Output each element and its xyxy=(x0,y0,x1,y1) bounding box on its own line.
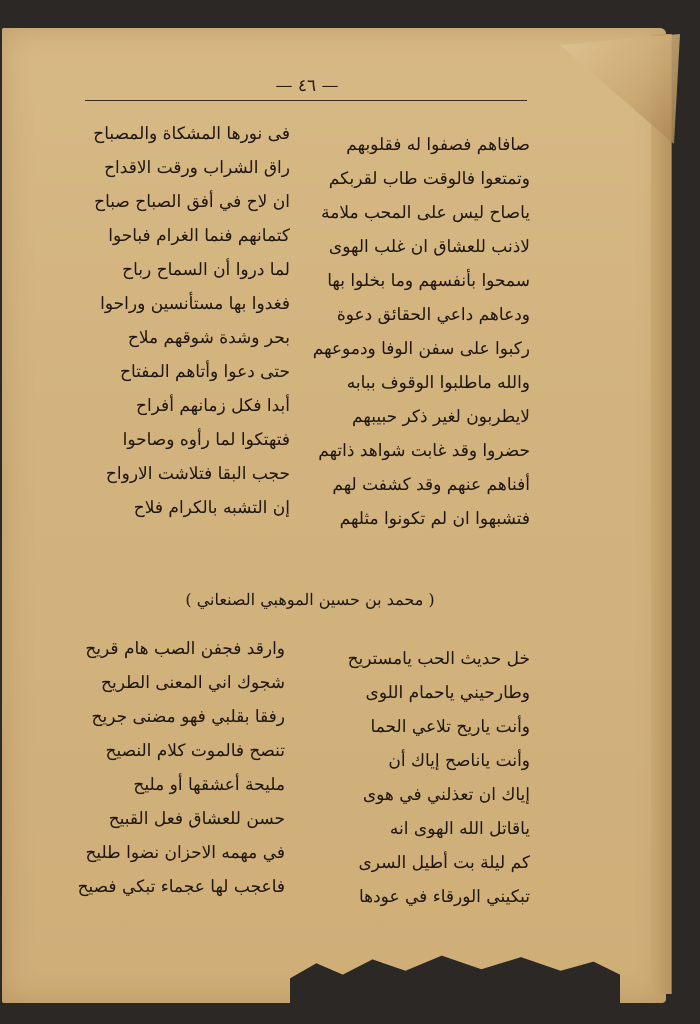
verse-line: في مهمه الاحزان نضوا طليح xyxy=(85,843,285,863)
verse-line: صافاهم فصفوا له فقلوبهم xyxy=(346,135,530,155)
top-right-column xyxy=(300,128,530,536)
header-rule xyxy=(85,100,527,101)
verse-line: ودعاهم داعي الحقائق دعوة xyxy=(336,305,530,325)
verse-line: ياصاح ليس على المحب ملامة xyxy=(321,203,530,223)
verse-line: ركبوا على سفن الوفا ودموعهم xyxy=(312,339,530,359)
verse-line: حجب البقا فتلاشت الارواح xyxy=(105,464,290,484)
verse-line: وأنت ياريح تلاعي الحما xyxy=(370,717,530,737)
page-edge xyxy=(651,34,672,994)
verse-line: وتمتعوا فالوقت طاب لقربكم xyxy=(328,169,530,189)
verse-line: كم ليلة بت أطيل السرى xyxy=(358,853,530,873)
verse-line: شجوك اني المعنى الطريح xyxy=(100,673,285,693)
page-number: — ٤٦ — xyxy=(275,76,339,96)
verse-line: فاعجب لها عجماء تبكي فصيح xyxy=(77,877,285,897)
verse-line: فى نورها المشكاة والمصباح xyxy=(93,124,290,144)
verse-line: ان لاح في أفق الصباح صباح xyxy=(94,192,290,212)
verse-line: حضروا وقد غابت شواهد ذاتهم xyxy=(318,441,530,461)
verse-line: إياك ان تعذلني في هوى xyxy=(362,785,530,805)
verse-line: فتشبهوا ان لم تكونوا مثلهم xyxy=(339,509,530,529)
verse-line: سمحوا بأنفسهم وما بخلوا بها xyxy=(327,271,530,291)
verse-line: إن التشبه بالكرام فلاح xyxy=(133,498,290,518)
top-left-column xyxy=(75,117,290,525)
verse-line: راق الشراب ورقت الاقداح xyxy=(104,158,290,178)
verse-line: لايطربون لغير ذكر حبيبهم xyxy=(352,407,530,427)
verse-line: كتمانهم فنما الغرام فباحوا xyxy=(108,226,290,246)
verse-line: والله ماطلبوا الوقوف ببابه xyxy=(346,373,530,393)
verse-line: وارقد فجفن الصب هام قريح xyxy=(85,639,285,659)
verse-line: فتهتكوا لما رأوه وصاحوا xyxy=(122,430,290,450)
verse-line: وطارحيني ياحمام اللوى xyxy=(365,683,530,703)
verse-line: لما دروا أن السماح رباح xyxy=(122,260,290,280)
verse-line: فغدوا بها مستأنسين وراحوا xyxy=(100,294,290,314)
verse-line: أفناهم عنهم وقد كشفت لهم xyxy=(332,475,530,495)
verse-line: حتى دعوا وأتاهم المفتاح xyxy=(120,362,290,382)
verse-line: بحر وشدة شوقهم ملاح xyxy=(127,328,290,348)
verse-line: تبكيني الورقاء في عودها xyxy=(358,887,530,907)
poet-attribution: ( محمد بن حسين الموهبي الصنعاني ) xyxy=(185,590,435,609)
verse-line: حسن للعشاق فعل القبيح xyxy=(108,809,285,829)
verse-line: خل حديث الحب يامستريح xyxy=(347,649,530,669)
bottom-left-column xyxy=(70,632,285,904)
verse-line: أبدا فكل زمانهم أفراح xyxy=(135,396,290,416)
bottom-right-column xyxy=(300,642,530,914)
verse-line: وأنت ياناصح إياك أن xyxy=(388,751,530,771)
verse-line: تنصح فالموت كلام النصيح xyxy=(105,741,285,761)
verse-line: مليحة أعشقها أو مليح xyxy=(133,775,285,795)
verse-line: رفقا بقلبي فهو مضنى جريح xyxy=(91,707,285,727)
verse-line: لاذنب للعشاق ان غلب الهوى xyxy=(328,237,530,257)
verse-line: ياقاتل الله الهوى انه xyxy=(389,819,530,839)
